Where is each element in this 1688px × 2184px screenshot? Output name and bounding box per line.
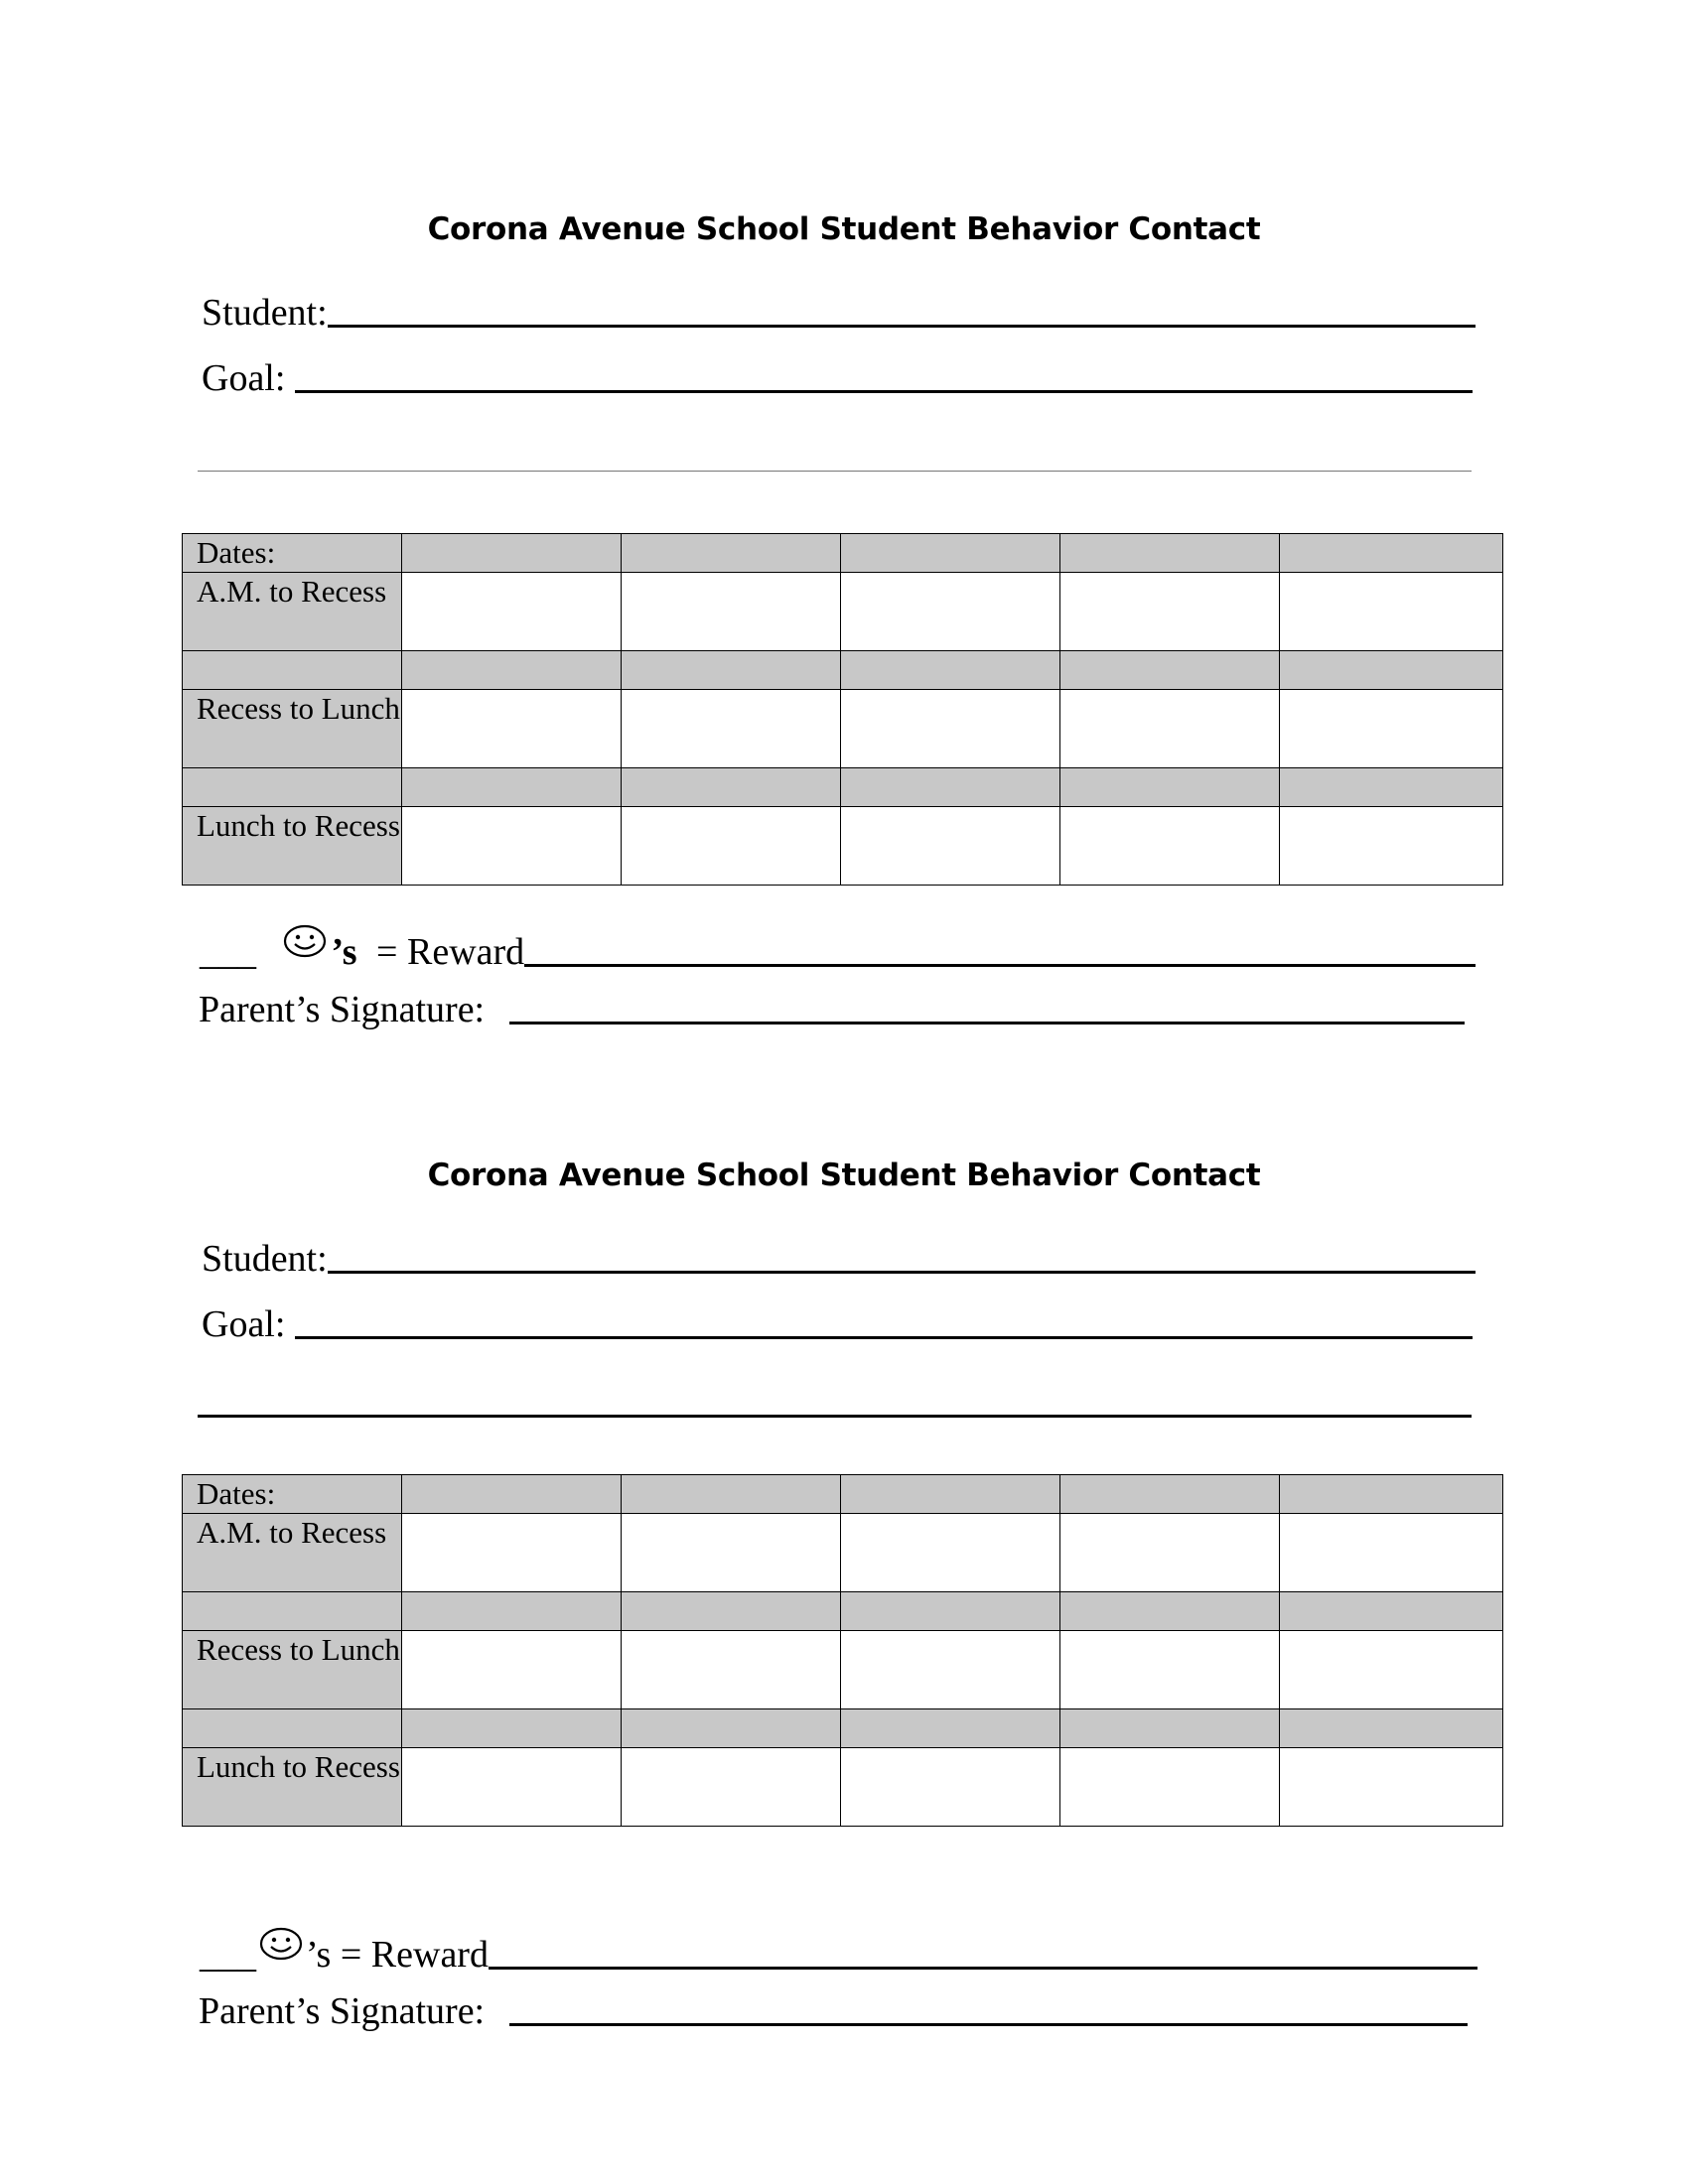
spacer-cell: [183, 1592, 402, 1631]
date-cell[interactable]: [402, 534, 622, 573]
form-1-title: Corona Avenue School Student Behavior Contact: [427, 211, 1261, 247]
period-cell[interactable]: [841, 690, 1060, 768]
period-cell[interactable]: [402, 1514, 622, 1592]
date-cell[interactable]: [622, 534, 841, 573]
period-cell[interactable]: [622, 690, 841, 768]
period-cell[interactable]: [402, 573, 622, 651]
spacer-cell: [183, 1709, 402, 1748]
reward-label: = Reward: [366, 931, 525, 973]
form-2-goal-continuation-line[interactable]: [198, 1415, 1472, 1418]
date-cell[interactable]: [841, 1475, 1060, 1514]
goal-input-line[interactable]: [295, 389, 1473, 393]
spacer-row: [183, 768, 1503, 807]
period-row: [183, 1748, 1503, 1827]
smiley-face-icon: [282, 924, 328, 965]
spacer-cell: [622, 651, 841, 690]
form-2-signature-field[interactable]: [199, 1992, 1468, 2030]
period-cell[interactable]: [1060, 1748, 1280, 1827]
goal-label: Goal:: [202, 1303, 295, 1345]
dates-label: Dates:: [183, 534, 402, 573]
period-cell[interactable]: [841, 1631, 1060, 1709]
spacer-row: [183, 651, 1503, 690]
signature-input-line[interactable]: [509, 1021, 1465, 1024]
period-cell[interactable]: [402, 1631, 622, 1709]
period-cell[interactable]: [1060, 1631, 1280, 1709]
form-1-behavior-table: [182, 533, 1503, 886]
period-cell[interactable]: [841, 1748, 1060, 1827]
goal-label: Goal:: [202, 357, 295, 399]
period-cell[interactable]: [1280, 573, 1503, 651]
period-cell[interactable]: [622, 1748, 841, 1827]
form-2-behavior-table: [182, 1474, 1503, 1827]
reward-label: = Reward: [331, 1934, 489, 1976]
form-2-title: Corona Avenue School Student Behavior Contact: [427, 1158, 1261, 1193]
reward-count-blank[interactable]: ___: [200, 931, 266, 973]
form-1-goal-continuation-line[interactable]: [198, 471, 1472, 472]
student-input-line[interactable]: [328, 324, 1476, 328]
period-cell[interactable]: [622, 807, 841, 886]
period-cell[interactable]: [622, 573, 841, 651]
dates-row: [183, 534, 1503, 573]
period-cell[interactable]: [402, 807, 622, 886]
student-label: Student:: [202, 1238, 328, 1280]
reward-plural-suffix: ’s: [306, 1934, 332, 1976]
spacer-cell: [1280, 768, 1503, 807]
period-cell[interactable]: [1060, 690, 1280, 768]
spacer-cell: [1060, 651, 1280, 690]
form-2-student-field[interactable]: [202, 1240, 1476, 1278]
spacer-row: [183, 1592, 1503, 1631]
spacer-cell: [622, 768, 841, 807]
spacer-cell: [402, 1709, 622, 1748]
form-2-goal-field[interactable]: [202, 1305, 1473, 1343]
spacer-cell: [183, 651, 402, 690]
dates-label: Dates:: [183, 1475, 402, 1514]
period-cell[interactable]: [1280, 1514, 1503, 1592]
spacer-cell: [1280, 1592, 1503, 1631]
spacer-cell: [622, 1709, 841, 1748]
spacer-cell: [1280, 651, 1503, 690]
period-cell[interactable]: [1060, 573, 1280, 651]
form-2-reward-field[interactable]: [200, 1927, 1477, 1974]
spacer-cell: [841, 651, 1060, 690]
goal-input-line[interactable]: [295, 1335, 1473, 1339]
period-row: [183, 690, 1503, 768]
period-cell[interactable]: [402, 1748, 622, 1827]
spacer-cell: [183, 768, 402, 807]
date-cell[interactable]: [1060, 1475, 1280, 1514]
reward-count-blank[interactable]: ___: [200, 1934, 256, 1976]
period-cell[interactable]: [841, 807, 1060, 886]
signature-label: Parent’s Signature:: [199, 989, 504, 1030]
reward-plural-suffix: ’s: [331, 931, 357, 973]
period-cell[interactable]: [1280, 690, 1503, 768]
period-cell[interactable]: [1280, 1748, 1503, 1827]
form-1-reward-field[interactable]: [200, 924, 1476, 971]
student-label: Student:: [202, 292, 328, 334]
reward-input-line[interactable]: [524, 963, 1476, 967]
period-cell[interactable]: [622, 1514, 841, 1592]
period-label: A.M. to Recess: [183, 573, 402, 651]
period-row: [183, 573, 1503, 651]
period-row: [183, 1514, 1503, 1592]
period-label: A.M. to Recess: [183, 1514, 402, 1592]
period-cell[interactable]: [1060, 807, 1280, 886]
date-cell[interactable]: [841, 534, 1060, 573]
form-1-goal-field[interactable]: [202, 359, 1473, 397]
signature-label: Parent’s Signature:: [199, 1990, 504, 2032]
spacer-cell: [402, 768, 622, 807]
dates-row: [183, 1475, 1503, 1514]
spacer-cell: [1280, 1709, 1503, 1748]
date-cell[interactable]: [1280, 534, 1503, 573]
spacer-cell: [1060, 1592, 1280, 1631]
spacer-cell: [402, 651, 622, 690]
date-cell[interactable]: [1280, 1475, 1503, 1514]
period-cell[interactable]: [622, 1631, 841, 1709]
period-row: [183, 807, 1503, 886]
period-cell[interactable]: [1280, 807, 1503, 886]
signature-input-line[interactable]: [509, 2022, 1468, 2026]
period-label: Lunch to Recess: [183, 807, 402, 886]
spacer-row: [183, 1709, 1503, 1748]
spacer-cell: [402, 1592, 622, 1631]
form-1-student-field[interactable]: [202, 294, 1476, 332]
period-cell[interactable]: [1060, 1514, 1280, 1592]
date-cell[interactable]: [1060, 534, 1280, 573]
period-cell[interactable]: [1280, 1631, 1503, 1709]
period-cell[interactable]: [841, 573, 1060, 651]
spacer-cell: [841, 1592, 1060, 1631]
smiley-face-icon: [258, 1927, 304, 1968]
date-cell[interactable]: [402, 1475, 622, 1514]
period-label: Lunch to Recess: [183, 1748, 402, 1827]
period-cell[interactable]: [841, 1514, 1060, 1592]
spacer-cell: [1060, 768, 1280, 807]
student-input-line[interactable]: [328, 1270, 1476, 1274]
date-cell[interactable]: [622, 1475, 841, 1514]
period-cell[interactable]: [402, 690, 622, 768]
reward-input-line[interactable]: [489, 1966, 1477, 1970]
spacer-cell: [841, 1709, 1060, 1748]
form-1-signature-field[interactable]: [199, 991, 1465, 1028]
period-label: Recess to Lunch: [183, 690, 402, 768]
period-label: Recess to Lunch: [183, 1631, 402, 1709]
spacer-cell: [841, 768, 1060, 807]
spacer-cell: [622, 1592, 841, 1631]
period-row: [183, 1631, 1503, 1709]
spacer-cell: [1060, 1709, 1280, 1748]
